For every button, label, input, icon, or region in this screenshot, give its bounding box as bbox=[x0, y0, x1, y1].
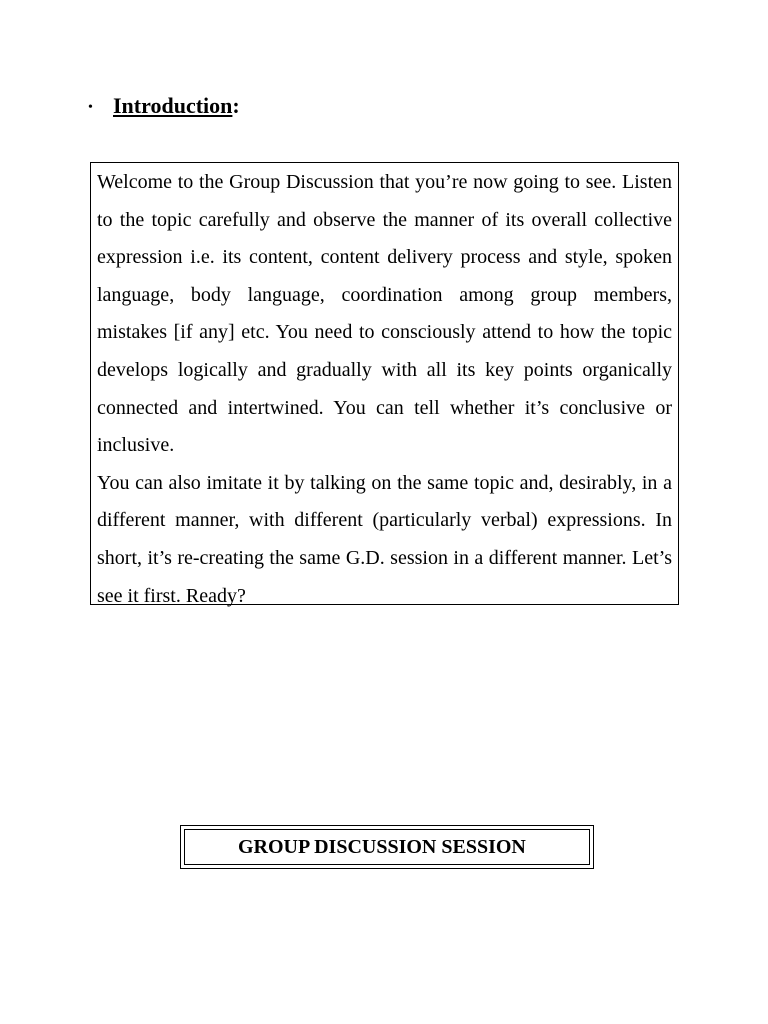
introduction-heading-colon: : bbox=[232, 93, 240, 118]
introduction-heading-row bbox=[88, 90, 240, 122]
introduction-heading-text: Introduction bbox=[113, 93, 233, 118]
introduction-paragraph-1: Welcome to the Group Discussion that you’re now going to see. Listen to the topic carefully and observe the manner of its overall collective expression i.e. its content, content delivery process and style, spoken language, body language, coordination among group members, mistakes [if any] etc. You need to consciously attend to how the topic develops logically and gradually with all its key points organically connected and intertwined. You can tell whether it’s conclusive or inclusive. bbox=[97, 171, 672, 457]
bullet-icon: • bbox=[88, 100, 93, 115]
introduction-text-box bbox=[90, 162, 679, 605]
introduction-heading bbox=[113, 95, 240, 117]
introduction-paragraph-2: You can also imitate it by talking on the same topic and, desirably, in a different manner, with different (particularly verbal) expressions. In short, it’s re-creating the same G.D. session in a different manner. Let’s see it first. Ready? bbox=[97, 471, 672, 607]
session-title: GROUP DISCUSSION SESSION bbox=[238, 836, 526, 858]
session-title-inner-frame bbox=[184, 829, 590, 865]
session-title-box bbox=[180, 825, 594, 869]
